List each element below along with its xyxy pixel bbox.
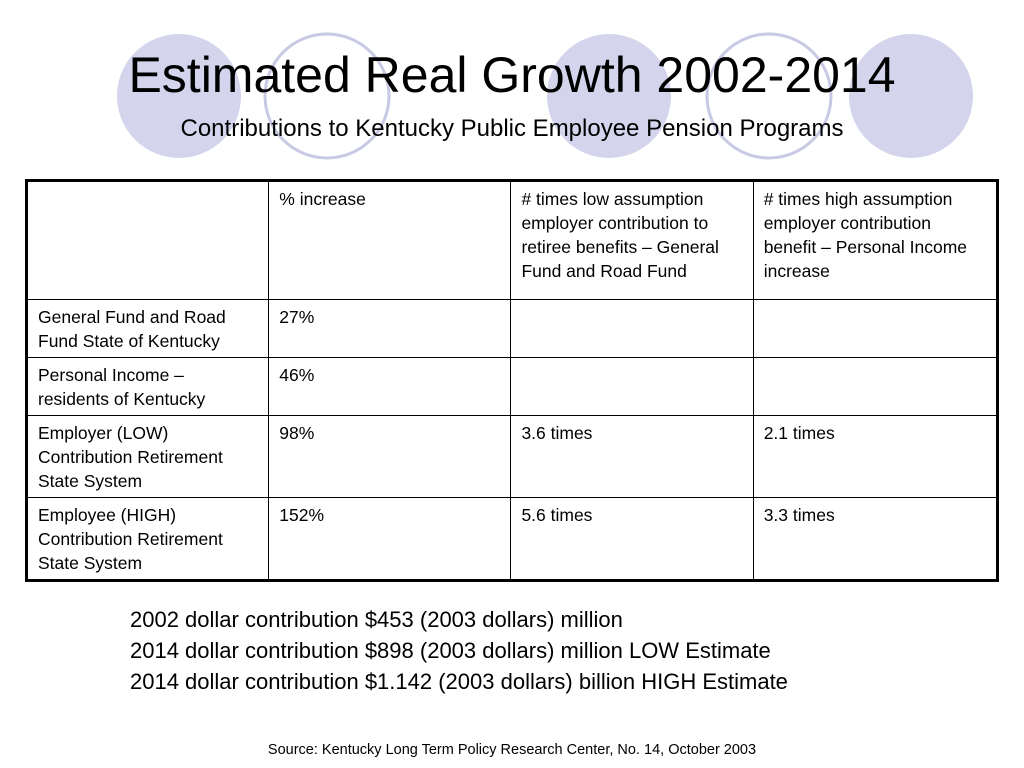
table-row — [27, 300, 998, 358]
table-header-cell — [27, 181, 269, 300]
table-row — [27, 498, 998, 581]
table-header-cell: # times low assumption employer contribution to retiree benefits – General Fund and Road Fund — [511, 181, 753, 300]
table-header-cell: % increase — [269, 181, 511, 300]
table-cell: 3.3 times — [753, 498, 997, 581]
table-cell: 152% — [269, 498, 511, 581]
contribution-notes — [130, 604, 788, 697]
table-header-cell: # times high assumption employer contribution benefit – Personal Income increase — [753, 181, 997, 300]
table-row — [27, 416, 998, 498]
table-cell: 3.6 times — [511, 416, 753, 498]
table-cell: 98% — [269, 416, 511, 498]
growth-table — [25, 179, 999, 582]
source-citation: Source: Kentucky Long Term Policy Research Center, No. 14, October 2003 — [267, 742, 757, 758]
table-cell: 5.6 times — [511, 498, 753, 581]
note-line: 2002 dollar contribution $453 (2003 dollars) million — [130, 607, 623, 632]
table-cell — [753, 358, 997, 416]
table-cell: 46% — [269, 358, 511, 416]
table-row-label: Personal Income – residents of Kentucky — [27, 358, 269, 416]
table-cell — [753, 300, 997, 358]
slide-title: Estimated Real Growth 2002-2014 — [128, 47, 896, 103]
slide-subtitle: Contributions to Kentucky Public Employee Pension Programs — [180, 115, 844, 142]
table-cell: 2.1 times — [753, 416, 997, 498]
table-header-row — [27, 181, 998, 300]
table-row — [27, 358, 998, 416]
note-line: 2014 dollar contribution $898 (2003 dollars) million LOW Estimate — [130, 638, 771, 663]
table-cell — [511, 300, 753, 358]
note-line: 2014 dollar contribution $1.142 (2003 dollars) billion HIGH Estimate — [130, 669, 788, 694]
table-row-label: Employer (LOW) Contribution Retirement State System — [27, 416, 269, 498]
table-row-label: General Fund and Road Fund State of Kentucky — [27, 300, 269, 358]
table-cell — [511, 358, 753, 416]
table-row-label: Employee (HIGH) Contribution Retirement State System — [27, 498, 269, 581]
table-cell: 27% — [269, 300, 511, 358]
